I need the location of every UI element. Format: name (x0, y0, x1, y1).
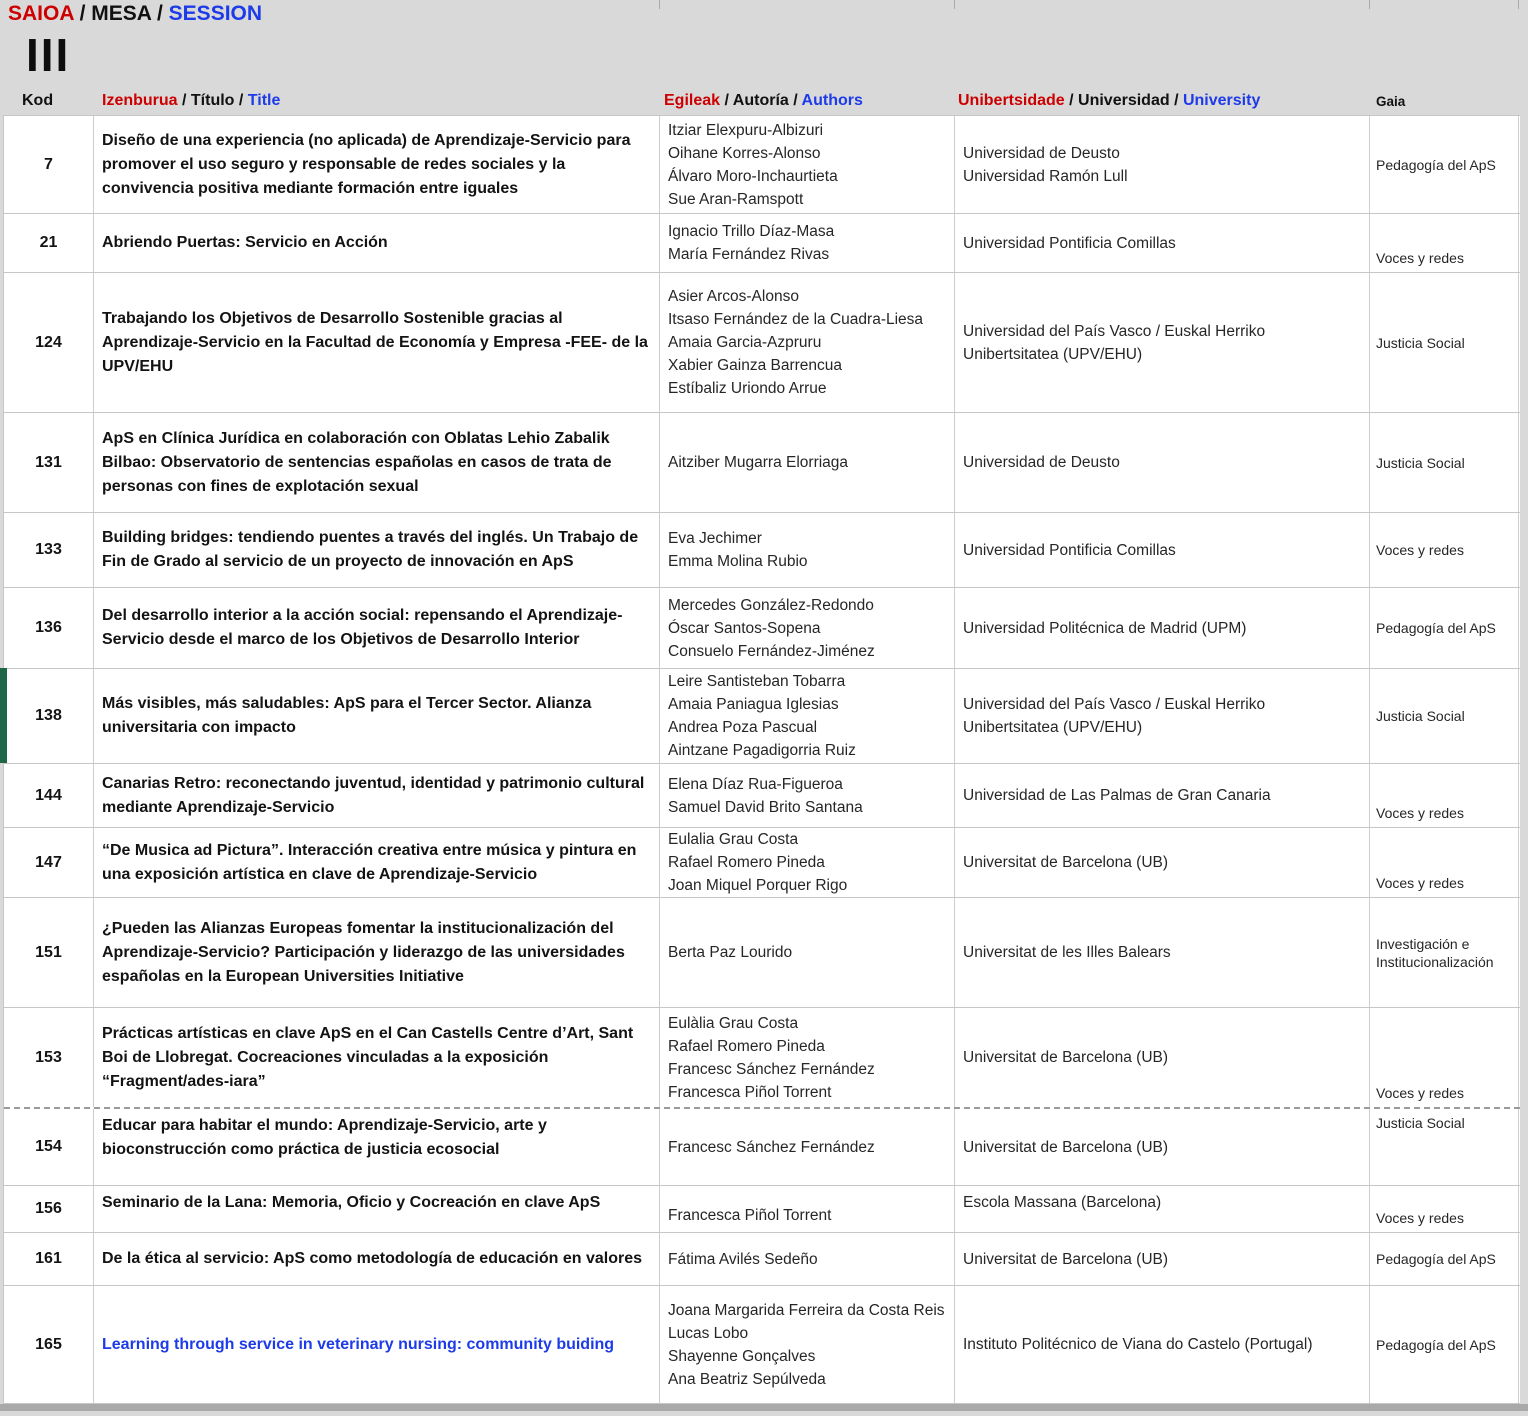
separator: / (73, 2, 92, 25)
author-name: Consuelo Fernández-Jiménez (668, 642, 875, 660)
author-name: Eulalia Grau Costa (668, 831, 799, 848)
author-name: Samuel David Brito Santana (668, 798, 863, 816)
authors-cell (660, 1109, 955, 1185)
kod-value: 147 (35, 853, 62, 871)
author-name: Itziar Elexpuru-Albizuri (668, 121, 824, 139)
author-name: Rafael Romero Pineda (668, 854, 825, 871)
gaia-cell (1370, 214, 1519, 272)
author-name: Shayenne Gonçalves (668, 1347, 816, 1365)
separator: / (720, 92, 733, 109)
column-header-kod: Kod (22, 92, 54, 109)
table-row-136 (4, 588, 1520, 669)
kod-cell (4, 513, 94, 587)
title-text: “De Musica ad Pictura”. Interacción creativa entre música y pintura en una exposición artística en clave de Aprendizaje-Servicio (102, 841, 637, 883)
page-bottom-edge (0, 1404, 1528, 1411)
author-name: Asier Arcos-Alonso (668, 288, 799, 305)
separator: / (1169, 92, 1183, 109)
kod-value: 124 (35, 333, 62, 351)
kod-value: 165 (35, 1335, 62, 1353)
university-name: Universidad Pontificia Comillas (963, 234, 1176, 252)
author-name: Andrea Poza Pascual (668, 719, 818, 736)
title-text: Canarias Retro: reconectando juventud, identidad y patrimonio cultural mediante Aprendizaje-Servicio (102, 774, 645, 816)
kod-cell (4, 1109, 94, 1185)
author-name: Álvaro Moro-Inchaurtieta (668, 167, 838, 185)
author-name: Joan Miquel Porquer Rigo (668, 877, 848, 894)
gaia-cell (1370, 1186, 1519, 1232)
kod-value: 144 (35, 786, 62, 804)
author-name: Ana Beatriz Sepúlveda (668, 1370, 826, 1388)
university-en-label: University (1182, 92, 1261, 109)
kod-cell (4, 273, 94, 412)
gaia-cell (1370, 588, 1519, 668)
separator: / (788, 92, 802, 109)
column-divider-tick (954, 0, 955, 9)
authors-cell (660, 513, 955, 587)
author-name: Francesca Piñol Torrent (668, 1083, 832, 1101)
kod-value: 138 (35, 707, 62, 724)
gaia-label: Pedagogía del ApS (1376, 620, 1496, 636)
author-name: Eulàlia Grau Costa (668, 1014, 799, 1032)
title-cell (94, 898, 660, 1007)
gaia-label: Justicia Social (1376, 334, 1465, 351)
authors-cell (660, 588, 955, 668)
title-text: Seminario de la Lana: Memoria, Oficio y Cocreación en clave ApS (102, 1194, 601, 1211)
university-cell (955, 1233, 1370, 1285)
gaia-label: Justicia Social (1376, 1115, 1465, 1131)
kod-cell (4, 1233, 94, 1285)
authors-cell (660, 413, 955, 512)
author-name: Amaia Paniagua Iglesias (668, 696, 839, 713)
kod-value: 161 (35, 1250, 62, 1267)
title-text: ¿Pueden las Alianzas Europeas fomentar la institucionalización del Aprendizaje-Servicio? Participación y liderazgo de las universidades españolas en la European Universities Initiative (102, 919, 625, 985)
separator: / (234, 92, 248, 109)
column-header-university (958, 92, 1260, 110)
university-cell (955, 413, 1370, 512)
table-row-7 (4, 116, 1520, 214)
column-header-authors (664, 92, 863, 110)
kod-value: 133 (35, 541, 62, 558)
session-breadcrumb (8, 2, 262, 26)
university-cell (955, 1109, 1370, 1185)
authors-cell (660, 828, 955, 897)
author-name: Amaia Garcia-Azpruru (668, 334, 822, 351)
gaia-label: Pedagogía del ApS (1376, 1251, 1496, 1267)
title-text: Más visibles, más saludables: ApS para el Tercer Sector. Alianza universitaria con impacto (102, 695, 592, 736)
authors-cell (660, 1008, 955, 1107)
authors-cell (660, 1233, 955, 1285)
table-row-154 (4, 1109, 1520, 1186)
kod-value: 21 (39, 234, 58, 251)
title-text: Abriendo Puertas: Servicio en Acción (102, 234, 388, 251)
gaia-cell (1370, 1109, 1519, 1185)
sessions-table (3, 115, 1520, 1404)
gaia-label: Pedagogía del ApS (1376, 156, 1496, 173)
column-header-title (102, 92, 280, 110)
title-cell (94, 764, 660, 827)
author-name: Francesc Sánchez Fernández (668, 1060, 875, 1078)
gaia-cell (1370, 513, 1519, 587)
author-name: Emma Molina Rubio (668, 553, 808, 570)
author-name: Xabier Gainza Barrencua (668, 357, 843, 374)
authors-cell (660, 898, 955, 1007)
title-cell (94, 513, 660, 587)
gaia-cell (1370, 764, 1519, 827)
title-cell (94, 1233, 660, 1285)
author-name: Francesc Sánchez Fernández (668, 1138, 875, 1156)
gaia-label: Voces y redes (1376, 1210, 1464, 1226)
table-row-165 (4, 1286, 1520, 1404)
kod-cell (4, 116, 94, 213)
gaia-cell (1370, 116, 1519, 213)
authors-cell (660, 214, 955, 272)
gaia-label: Investigación e Institucionalización (1376, 935, 1494, 970)
author-name: Joana Margarida Ferreira da Costa Reis (668, 1301, 945, 1319)
title-es-label: Título (190, 92, 235, 109)
author-name: Ignacio Trillo Díaz-Masa (668, 223, 835, 240)
author-name: Berta Paz Lourido (668, 944, 793, 961)
separator: / (151, 2, 169, 25)
authors-cell (660, 1286, 955, 1403)
title-link[interactable]: Learning through service in veterinary nursing: community buiding (102, 1335, 615, 1353)
authors-eu-label: Egileak (664, 92, 721, 109)
title-text: Del desarrollo interior a la acción social: repensando el Aprendizaje-Servicio desde el marco de los Objetivos de Desarrollo Interior (102, 607, 623, 648)
authors-cell (660, 273, 955, 412)
title-cell (94, 273, 660, 412)
table-row-147 (4, 828, 1520, 898)
page-header (0, 0, 1528, 115)
title-eu-label: Izenburua (102, 92, 178, 109)
kod-value: 156 (35, 1200, 62, 1217)
title-cell (94, 1109, 660, 1185)
kod-value: 7 (44, 155, 53, 173)
separator: / (177, 92, 191, 109)
title-text: Educar para habitar el mundo: Aprendizaje-Servicio, arte y bioconstrucción como práctica de justicia ecosocial (102, 1117, 547, 1158)
author-name: Elena Díaz Rua-Figueroa (668, 775, 843, 793)
gaia-label: Voces y redes (1376, 875, 1464, 891)
kod-cell (4, 588, 94, 668)
table-row-156 (4, 1186, 1520, 1233)
saioa-label: SAIOA (8, 2, 74, 25)
kod-value: 153 (35, 1048, 62, 1066)
gaia-label: Voces y redes (1376, 250, 1464, 266)
university-name: Universitat de Barcelona (UB) (963, 854, 1169, 871)
authors-es-label: Autoría (732, 92, 789, 109)
university-name: Universidad Pontificia Comillas (963, 541, 1176, 559)
column-divider-tick (659, 0, 660, 9)
title-text: De la ética al servicio: ApS como metodología de educación en valores (102, 1250, 643, 1267)
gaia-cell (1370, 273, 1519, 412)
gaia-label: Justicia Social (1376, 454, 1465, 471)
title-cell (94, 828, 660, 897)
kod-cell (4, 1008, 94, 1107)
kod-cell (4, 1286, 94, 1403)
table-row-153 (4, 1008, 1520, 1109)
title-cell (94, 1286, 660, 1403)
university-cell (955, 828, 1370, 897)
author-name: Rafael Romero Pineda (668, 1037, 825, 1055)
authors-cell (660, 1186, 955, 1232)
university-cell (955, 1008, 1370, 1107)
author-name: Aitziber Mugarra Elorriaga (668, 454, 849, 471)
gaia-label: Voces y redes (1376, 1085, 1464, 1101)
table-row-161 (4, 1233, 1520, 1286)
university-cell (955, 1286, 1370, 1403)
table-row-131 (4, 413, 1520, 513)
gaia-label: Voces y redes (1376, 542, 1464, 558)
gaia-cell (1370, 669, 1519, 763)
authors-en-label: Authors (801, 92, 863, 109)
university-name: Universidad del País Vasco / Euskal Herriko Unibertsitatea (UPV/EHU) (963, 322, 1266, 363)
table-row-21 (4, 214, 1520, 273)
title-cell (94, 588, 660, 668)
university-cell (955, 273, 1370, 412)
university-cell (955, 214, 1370, 272)
separator: / (1064, 92, 1079, 109)
university-cell (955, 513, 1370, 587)
university-name: Universidad de Deusto (963, 144, 1120, 162)
kod-value: 136 (35, 619, 62, 636)
kod-cell (4, 1186, 94, 1232)
title-text: ApS en Clínica Jurídica en colaboración con Oblatas Lehio Zabalik Bilbao: Observatorio de sentencias españolas en casos de trata de personas con fines de explotación sexual (102, 429, 612, 495)
university-es-label: Universidad (1078, 92, 1170, 109)
author-name: Fátima Avilés Sedeño (668, 1250, 818, 1268)
title-text: Building bridges: tendiendo puentes a través del inglés. Un Trabajo de Fin de Grado al servicio de un proyecto de innovación en ApS (102, 529, 639, 570)
column-divider-tick (1518, 0, 1519, 9)
title-text: Trabajando los Objetivos de Desarrollo Sostenible gracias al Aprendizaje-Servicio en la Facultad de Economía y Empresa -FEE- de la UPV/EHU (102, 309, 648, 375)
kod-value: 131 (35, 453, 62, 471)
table-row-138 (4, 669, 1520, 764)
university-name: Universidad Ramón Lull (963, 167, 1128, 185)
table-row-144 (4, 764, 1520, 828)
university-name: Universitat de Barcelona (UB) (963, 1250, 1169, 1268)
session-label: SESSION (168, 2, 263, 25)
table-row-124 (4, 273, 1520, 413)
university-cell (955, 764, 1370, 827)
title-cell (94, 116, 660, 213)
title-cell (94, 669, 660, 763)
title-text: Diseño de una experiencia (no aplicada) de Aprendizaje-Servicio para promover el uso seguro y responsable de redes sociales y la convivencia positiva mediante formación entre iguales (102, 131, 631, 197)
author-name: Aintzane Pagadigorria Ruiz (668, 742, 856, 759)
column-divider-tick (1369, 0, 1370, 9)
author-name: Oihane Korres-Alonso (668, 144, 821, 162)
session-number: III (26, 29, 71, 81)
column-header-gaia: Gaia (1376, 94, 1406, 109)
authors-cell (660, 764, 955, 827)
kod-cell (4, 828, 94, 897)
university-cell (955, 116, 1370, 213)
university-name: Universitat de les Illes Balears (963, 944, 1171, 961)
table-row-133 (4, 513, 1520, 588)
author-name: Leire Santisteban Tobarra (668, 673, 846, 690)
gaia-cell (1370, 898, 1519, 1007)
university-name: Universidad Politécnica de Madrid (UPM) (963, 619, 1247, 637)
kod-value: 151 (35, 943, 62, 961)
university-eu-label: Unibertsidade (958, 92, 1065, 109)
authors-cell (660, 669, 955, 763)
author-name: Eva Jechimer (668, 530, 762, 547)
kod-cell (4, 413, 94, 512)
kod-cell (4, 214, 94, 272)
gaia-cell (1370, 413, 1519, 512)
author-name: Estíbaliz Uriondo Arrue (668, 380, 827, 397)
kod-cell (4, 669, 94, 763)
author-name: Mercedes González-Redondo (668, 596, 874, 614)
title-cell (94, 1186, 660, 1232)
university-cell (955, 588, 1370, 668)
author-name: Francesca Piñol Torrent (668, 1207, 832, 1224)
title-cell (94, 413, 660, 512)
gaia-cell (1370, 828, 1519, 897)
gaia-label: Justicia Social (1376, 708, 1465, 724)
mesa-label: MESA (91, 2, 152, 25)
gaia-cell (1370, 1286, 1519, 1403)
kod-cell (4, 898, 94, 1007)
table-row-151 (4, 898, 1520, 1008)
author-name: Sue Aran-Ramspott (668, 190, 804, 208)
university-name: Universidad de Las Palmas de Gran Canaria (963, 787, 1271, 804)
author-name: María Fernández Rivas (668, 246, 830, 263)
gaia-label: Pedagogía del ApS (1376, 1336, 1496, 1353)
kod-cell (4, 764, 94, 827)
author-name: Itsaso Fernández de la Cuadra-Liesa (668, 311, 924, 328)
university-name: Escola Massana (Barcelona) (963, 1194, 1162, 1211)
authors-cell (660, 116, 955, 213)
author-name: Óscar Santos-Sopena (668, 619, 821, 637)
title-en-label: Title (247, 92, 281, 109)
university-name: Universitat de Barcelona (UB) (963, 1049, 1169, 1066)
university-name: Instituto Politécnico de Viana do Castelo (Portugal) (963, 1336, 1313, 1353)
title-cell (94, 1008, 660, 1107)
university-name: Universidad de Deusto (963, 454, 1120, 471)
author-name: Lucas Lobo (668, 1324, 749, 1342)
title-text: Prácticas artísticas en clave ApS en el Can Castells Centre d’Art, Sant Boi de Llobregat. Cocreaciones vinculadas a la exposición “Fragment/ades-iara” (102, 1024, 634, 1090)
gaia-label: Voces y redes (1376, 805, 1464, 821)
university-cell (955, 1186, 1370, 1232)
university-name: Universitat de Barcelona (UB) (963, 1138, 1169, 1156)
gaia-cell (1370, 1233, 1519, 1285)
university-cell (955, 669, 1370, 763)
gaia-cell (1370, 1008, 1519, 1107)
university-name: Universidad del País Vasco / Euskal Herriko Unibertsitatea (UPV/EHU) (963, 696, 1266, 736)
title-cell (94, 214, 660, 272)
kod-value: 154 (35, 1138, 62, 1155)
university-cell (955, 898, 1370, 1007)
